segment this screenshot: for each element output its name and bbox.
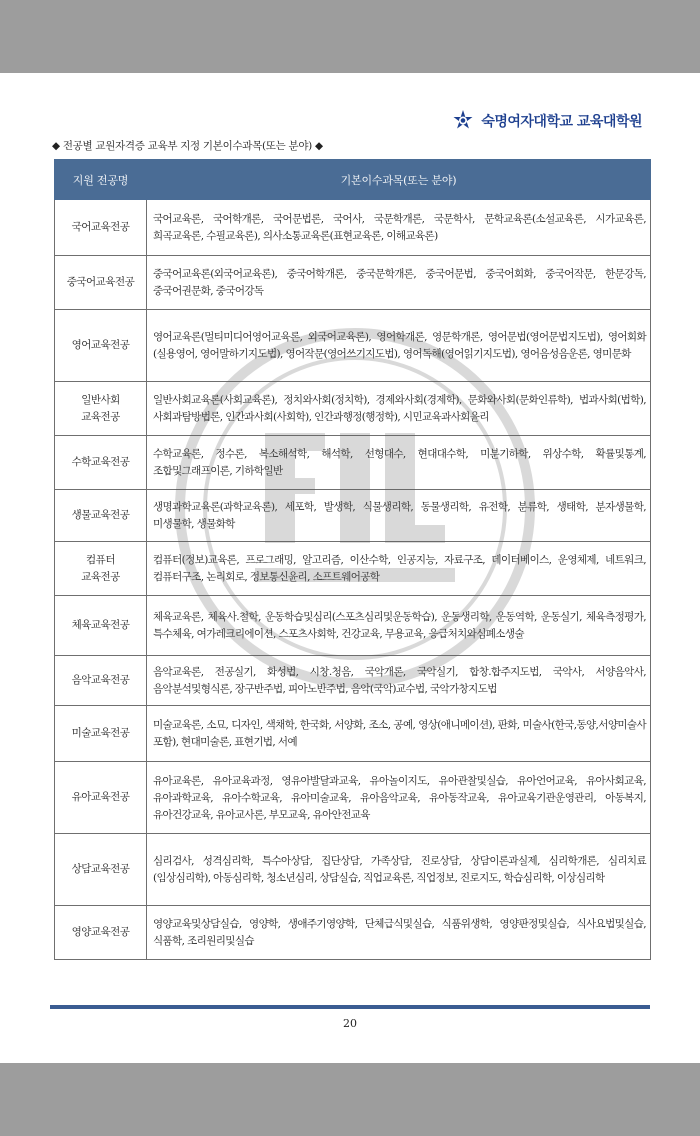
- column-header-major: 지원 전공명: [55, 160, 147, 200]
- major-cell: 상담교육전공: [55, 834, 147, 906]
- footer-divider: [50, 1005, 650, 1009]
- subjects-cell: 유아교육론, 유아교육과정, 영유아발달과교육, 유아놀이지도, 유아관찰및실습, 유아언어교육, 유아사회교육, 유아과학교육, 유아수학교육, 유아미술교육, 유아음악교육, 유아동작교육, 유아교육기관운영관리, 아동복지, 유아건강교육, 유아교사론, 부모교육, 유아안전교육: [147, 762, 651, 834]
- subjects-cell: 생명과학교육론(과학교육론), 세포학, 발생학, 식물생리학, 동물생리학, 유전학, 분류학, 생태학, 분자생물학, 미생물학, 생물화학: [147, 490, 651, 542]
- table-row: [55, 310, 651, 382]
- table-row: [55, 596, 651, 656]
- major-cell: 컴퓨터 교육전공: [55, 542, 147, 596]
- subjects-table: [54, 159, 651, 960]
- major-cell: 영양교육전공: [55, 906, 147, 960]
- subjects-cell: 심리검사, 성격심리학, 특수아상담, 집단상담, 가족상담, 진로상담, 상담이론과실제, 심리학개론, 심리치료(임상심리학), 아동심리학, 청소년심리, 상담실습, 직업교육론, 직업정보, 진로지도, 학습심리학, 이상심리학: [147, 834, 651, 906]
- school-name: 숙명여자대학교 교육대학원: [481, 114, 642, 130]
- document-page: [0, 73, 700, 1063]
- table-row: [55, 382, 651, 436]
- major-cell: 음악교육전공: [55, 656, 147, 706]
- major-cell: 미술교육전공: [55, 706, 147, 762]
- major-cell: 체육교육전공: [55, 596, 147, 656]
- subjects-cell: 중국어교육론(외국어교육론), 중국어학개론, 중국문학개론, 중국어문법, 중국어회화, 중국어작문, 한문강독, 중국어권문화, 중국어강독: [147, 256, 651, 310]
- major-cell: 생물교육전공: [55, 490, 147, 542]
- major-cell: 일반사회 교육전공: [55, 382, 147, 436]
- table-row: [55, 834, 651, 906]
- table-row: [55, 906, 651, 960]
- star-emblem-icon: [451, 109, 475, 133]
- table-row: [55, 200, 651, 256]
- subjects-cell: 국어교육론, 국어학개론, 국어문법론, 국어사, 국문학개론, 국문학사, 문학교육론(소설교육론, 시가교육론, 희곡교육론, 수필교육론), 의사소통교육론(표현교육론, 이해교육론): [147, 200, 651, 256]
- table-row: [55, 706, 651, 762]
- subjects-table-wrapper: [54, 159, 650, 960]
- subjects-cell: 영양교육및상담실습, 영양학, 생애주기영양학, 단체급식및실습, 식품위생학, 영양판정및실습, 식사요법및실습, 식품학, 조리원리및실습: [147, 906, 651, 960]
- table-row: [55, 656, 651, 706]
- page-number: 20: [343, 1017, 357, 1030]
- section-title: ◆ 전공별 교원자격증 교육부 지정 기본이수과목(또는 분야) ◆: [52, 140, 323, 152]
- major-cell: 수학교육전공: [55, 436, 147, 490]
- table-body: [55, 200, 651, 960]
- table-row: [55, 490, 651, 542]
- table-row: [55, 436, 651, 490]
- major-cell: 중국어교육전공: [55, 256, 147, 310]
- subjects-cell: 영어교육론(멀티미디어영어교육론, 외국어교육론), 영어학개론, 영문학개론, 영어문법(영어문법지도법), 영어회화(실용영어, 영어말하기지도법), 영어작문(영어쓰기지도법), 영어독해(영어읽기지도법), 영어음성음운론, 영미문화: [147, 310, 651, 382]
- subjects-cell: 음악교육론, 전공실기, 화성법, 시창.청음, 국악개론, 국악실기, 합창.합주지도법, 국악사, 서양음악사, 음악분석및형식론, 장구반주법, 피아노반주법, 음악(국악)교수법, 국악가창지도법: [147, 656, 651, 706]
- subjects-cell: 일반사회교육론(사회교육론), 정치와사회(정치학), 경제와사회(경제학), 문화와사회(문화인류학), 법과사회(법학), 사회과탐방법론, 인간과사회(사회학), 인간과행정(행정학), 시민교육과사회윤리: [147, 382, 651, 436]
- page-header: [451, 109, 642, 133]
- table-header-row: [55, 160, 651, 200]
- column-header-subjects: 기본이수과목(또는 분야): [147, 160, 651, 200]
- subjects-cell: 컴퓨터(정보)교육론, 프로그래밍, 알고리즘, 이산수학, 인공지능, 자료구조, 데이터베이스, 운영체제, 네트워크, 컴퓨터구조, 논리회로, 정보통신윤리, 소프트웨어공학: [147, 542, 651, 596]
- major-cell: 국어교육전공: [55, 200, 147, 256]
- subjects-cell: 수학교육론, 정수론, 복소해석학, 해석학, 선형대수, 현대대수학, 미분기하학, 위상수학, 확률및통계, 조합및그래프이론, 기하학일반: [147, 436, 651, 490]
- table-row: [55, 256, 651, 310]
- subjects-cell: 체육교육론, 체육사.철학, 운동학습및심리(스포츠심리및운동학습), 운동생리학, 운동역학, 운동실기, 체육측정평가, 특수체육, 여가레크리에이션, 스포츠사회학, 건강교육, 무용교육, 응급처치와심폐소생술: [147, 596, 651, 656]
- subjects-cell: 미술교육론, 소묘, 디자인, 색채학, 한국화, 서양화, 조소, 공예, 영상(애니메이션), 판화, 미술사(한국,동양,서양미술사 포함), 현대미술론, 표현기법, 서예: [147, 706, 651, 762]
- table-row: [55, 542, 651, 596]
- major-cell: 유아교육전공: [55, 762, 147, 834]
- table-row: [55, 762, 651, 834]
- major-cell: 영어교육전공: [55, 310, 147, 382]
